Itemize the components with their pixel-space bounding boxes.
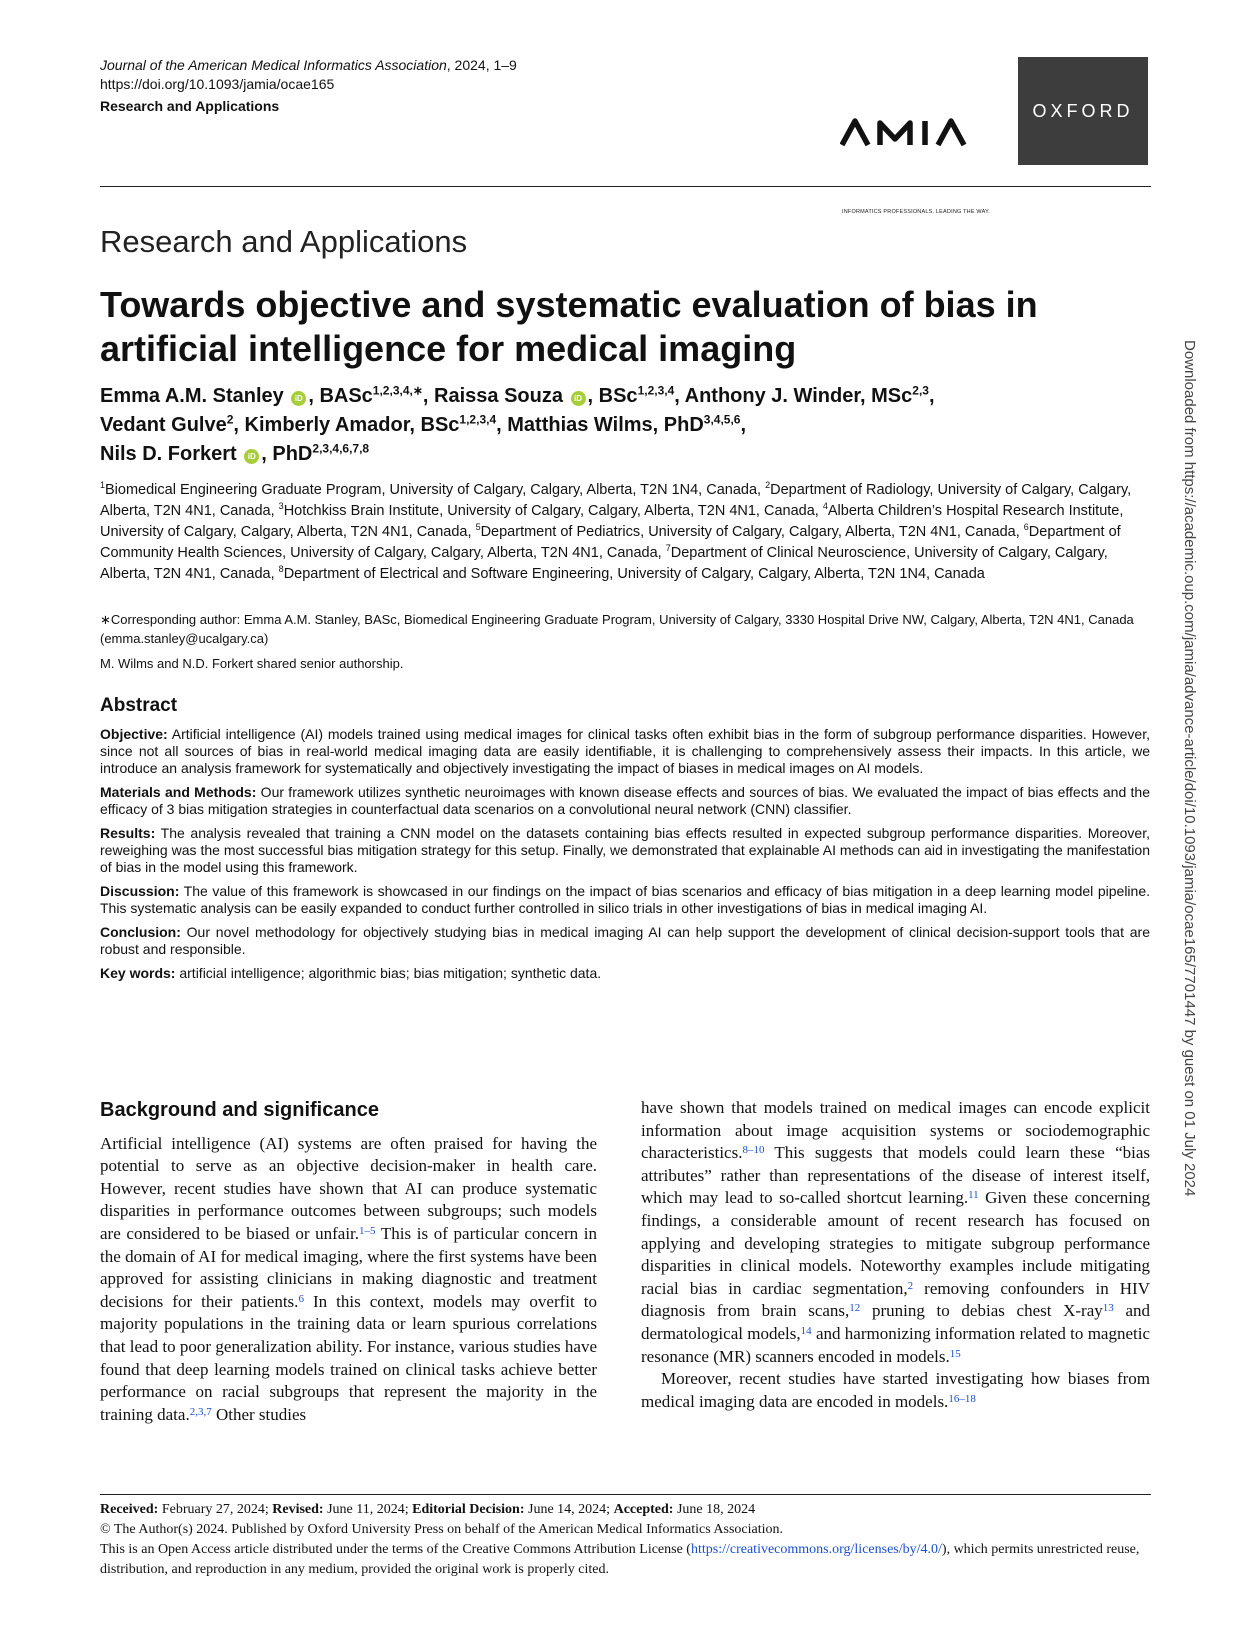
author-degree: , BASc [308, 385, 373, 407]
body-text: and harmonizing information related to magnetic resonance (MR) scanners encoded in models. [641, 1323, 1151, 1366]
citation-link[interactable]: 12 [849, 1302, 861, 1315]
citation-link[interactable]: 11 [968, 1189, 979, 1202]
abstract-discussion [100, 883, 1150, 917]
affiliations [100, 480, 1150, 585]
license-pre: This is an Open Access article distributed under the terms of the Creative Commons Attribution License ( [100, 1542, 691, 1557]
results-label: Results: [100, 825, 156, 841]
affiliation-number: 2 [765, 480, 771, 491]
abstract-conclusion [100, 924, 1150, 958]
author [245, 414, 497, 436]
methods-text: Our framework utilizes synthetic neuroimages with known disease effects and sources of bias. We evaluated the impact of bias effects and the efficacy of 3 bias mitigation strategies in counterfactual data scenarios on a convolutional neural network (CNN) classifier. [100, 784, 1150, 817]
citation-link[interactable]: 2 [907, 1279, 914, 1292]
received-date: February 27, 2024; [158, 1502, 273, 1517]
affiliation-text: Department of Pediatrics, University of Calgary, Calgary, Alberta, T2N 4N1, Canada, [480, 524, 1024, 540]
body-column-left [100, 1099, 597, 1426]
author [100, 414, 233, 436]
body-text: This is of particular concern in the domain of AI for medical imaging, where the first systems have been approved for assisting clinicians in making diagnostic and treatment decisions for their patients. [100, 1223, 597, 1311]
author-name: Raissa Souza [434, 385, 563, 407]
section-label: Research and Applications [100, 224, 468, 259]
abstract-objective [100, 726, 1150, 777]
body-text: Artificial intelligence (AI) systems are often praised for having the potential to serve as an objective decision-maker in health care. However, recent studies have shown that AI can produce systematic disparities in performance outcomes between subgroups; such models are considered to be biased or unfair. [100, 1133, 597, 1243]
author-name: Nils D. Forkert [100, 443, 237, 465]
copyright-notice: © The Author(s) 2024. Published by Oxford University Press on behalf of the American Medical Informatics Association. [100, 1522, 784, 1537]
body-text: Moreover, recent studies have started investigating how biases from medical imaging data are encoded in models. [641, 1369, 1150, 1411]
body-text: and dermatological models, [641, 1301, 1150, 1343]
keywords-text: artificial intelligence; algorithmic bias; bias mitigation; synthetic data. [175, 965, 602, 981]
publication-dates [100, 1500, 1150, 1520]
senior-authorship-note: M. Wilms and N.D. Forkert shared senior authorship. [100, 656, 404, 671]
license-notice [100, 1540, 1150, 1580]
doi-link[interactable]: https://doi.org/10.1093/jamia/ocae165 [100, 76, 335, 92]
author [100, 385, 423, 407]
download-watermark: Downloaded from https://academic.oup.com/jamia/advance-article/doi/10.1093/jamia/ocae165/7701447 by guest on 01 July 2024 [1181, 340, 1198, 1197]
affiliation-text: Hotchkiss Brain Institute, University of Calgary, Calgary, Alberta, T2N 4N1, Canada, [283, 503, 823, 519]
author-name: Kimberly Amador, BSc [244, 414, 460, 436]
body-text: Given these concerning findings, a considerable amount of recent research has focused on applying and developing strategies to mitigate subgroup performance disparities in clinical models. Noteworthy examples include mitigating racial bias in cardiac segmentation, [641, 1188, 1150, 1298]
affiliation-text: Department of Radiology, University of Calgary, Calgary, Alberta, T2N 4N1, Canada, [100, 482, 1132, 519]
body-text: removing confounders in HIV diagnosis from brain scans, [641, 1278, 1150, 1321]
affiliation-number: 7 [665, 543, 671, 554]
decision-label: Editorial Decision: [412, 1502, 525, 1517]
affiliation-number: 1 [100, 480, 106, 491]
author-name: Vedant Gulve [100, 414, 227, 436]
journal-meta: , 2024, 1–9 [446, 57, 517, 73]
orcid-icon[interactable]: iD [571, 391, 586, 406]
revised-date: June 11, 2024; [323, 1502, 413, 1517]
author-affiliation-marks: 1,2,3,4,∗ [372, 383, 423, 398]
abstract [100, 697, 1150, 989]
author-affiliation-marks: 2,3 [912, 383, 929, 398]
body-section-heading: Background and significance [100, 1099, 379, 1121]
license-link[interactable]: https://creativecommons.org/licenses/by/4.0/ [690, 1542, 942, 1557]
affiliation-text: Department of Community Health Sciences, University of Calgary, Calgary, Alberta, T2N 4N1, Canada, [100, 524, 1121, 561]
body-paragraph [641, 1368, 1150, 1413]
keywords [100, 965, 1150, 982]
affiliation-number: 4 [822, 501, 828, 512]
license-post: ), which permits unrestricted reuse, distribution, and reproduction in any medium, provided the original work is properly cited. [100, 1542, 1140, 1577]
author-affiliation-marks: 1,2,3,4 [637, 383, 675, 398]
author [685, 385, 929, 407]
affiliation-text: Biomedical Engineering Graduate Program, University of Calgary, Calgary, Alberta, T2N 1N4, Canada, [105, 482, 766, 498]
author-affiliation-marks: 2,3,4,6,7,8 [312, 441, 370, 456]
journal-citation [100, 56, 517, 75]
citation-link[interactable]: 8–10 [742, 1144, 765, 1157]
revised-label: Revised: [272, 1502, 324, 1517]
methods-label: Materials and Methods: [100, 784, 257, 800]
author-affiliation-marks: 3,4,5,6 [703, 412, 741, 427]
author-list: Emma A.M. Stanley iD , BASc$^{1,2,3,4,∗}$, Raissa Souza iD , BSc$^{1,2,3,4}$, Anthony J. Winder, MSc$^{2,3}$, Vedant Gulve$^2$, Kimberly Amador, BSc$^{1,2,3,4}$, Matthias Wilms, PhD$^{3,4,5,6}$, Nils D. Forkert iD , PhD$^{2,3,4,6,7,8}$ [100, 383, 935, 465]
objective-text: Artificial intelligence (AI) models trained using medical images for clinical tasks often exhibit bias in the form of subgroup performance disparities. However, since not all sources of bias in real-world medical imaging data are easily identifiable, it is challenging to comprehensively assess their impacts. In this article, we introduce an analysis framework for systematically and objectively investigating the impact of biases in medical images on AI models. [100, 726, 1150, 776]
accepted-label: Accepted: [613, 1502, 674, 1517]
journal-header [100, 56, 517, 116]
header-divider [100, 186, 1151, 187]
journal-title: Journal of the American Medical Informatics Association [100, 57, 447, 73]
author [434, 385, 674, 407]
objective-label: Objective: [100, 726, 168, 742]
accepted-date: June 18, 2024 [673, 1502, 756, 1517]
author-name: Matthias Wilms, PhD [507, 414, 704, 436]
discussion-label: Discussion: [100, 883, 180, 899]
article-footer [100, 1500, 1150, 1580]
header-section: Research and Applications [100, 98, 280, 114]
citation-link[interactable]: 14 [800, 1324, 812, 1337]
body-column-right [641, 1097, 1150, 1413]
affiliation-number: 5 [475, 522, 481, 533]
footer-divider [100, 1494, 1151, 1495]
affiliation-number: 8 [278, 564, 284, 575]
author-affiliation-marks: 2 [226, 412, 234, 427]
body-paragraph [100, 1133, 597, 1427]
citation-link[interactable]: 1–5 [359, 1224, 376, 1237]
orcid-icon[interactable]: iD [291, 391, 306, 406]
abstract-results [100, 825, 1150, 876]
affiliation-number: 6 [1023, 522, 1029, 533]
amia-wordmark-icon [840, 117, 1015, 147]
conclusion-label: Conclusion: [100, 924, 181, 940]
affiliation-text: Department of Clinical Neuroscience, University of Calgary, Calgary, Alberta, T2N 4N1, Canada, [100, 545, 1108, 582]
amia-logo [840, 117, 1020, 215]
keywords-label: Key words: [100, 965, 176, 981]
conclusion-text: Our novel methodology for objectively studying bias in medical imaging AI can help support the development of clinical decision-support tools that are robust and responsible. [100, 924, 1150, 957]
amia-tagline: INFORMATICS PROFESSIONALS. LEADING THE WAY. [842, 209, 990, 215]
article-title: Towards objective and systematic evaluation of bias in artificial intelligence for medical imaging [100, 284, 1038, 369]
author-name: Anthony J. Winder, MSc [684, 385, 913, 407]
orcid-icon[interactable]: iD [244, 449, 259, 464]
abstract-methods [100, 784, 1150, 818]
publisher-logos [840, 57, 1150, 215]
author-affiliation-marks: 1,2,3,4 [459, 412, 497, 427]
oxford-logo: OXFORD [1018, 57, 1148, 165]
body-text: Other studies [211, 1404, 307, 1424]
citation-link[interactable]: 15 [949, 1347, 961, 1360]
author-degree: , BSc [587, 385, 638, 407]
body-text: have shown that models trained on medical images can encode explicit information about image acquisition systems or sociodemographic characteristics. [641, 1098, 1150, 1163]
decision-date: June 14, 2024; [524, 1502, 614, 1517]
body-text: This suggests that models could learn these “bias attributes” rather than representations of the disease of interest itself, which may lead to so-called shortcut learning. [641, 1143, 1150, 1208]
affiliation-number: 3 [278, 501, 284, 512]
citation-link[interactable]: 2,3,7 [189, 1405, 212, 1418]
author [100, 443, 369, 465]
received-label: Received: [100, 1502, 159, 1517]
author-degree: , PhD [261, 443, 313, 465]
citation-link[interactable]: 6 [298, 1292, 304, 1305]
body-paragraph [641, 1097, 1150, 1368]
abstract-heading: Abstract [100, 695, 178, 716]
author [507, 414, 740, 436]
citation-link[interactable]: 13 [1102, 1302, 1114, 1315]
corresponding-author: ∗Corresponding author: Emma A.M. Stanley, BASc, Biomedical Engineering Graduate Program, University of Calgary, 3330 Hospital Drive NW, Calgary, Alberta, T2N 4N1, Canada (emma.stanley@ucalgary.ca) [100, 612, 1134, 646]
body-text: In this context, models may overfit to majority populations in the training data or learn spurious correlations that lead to poor generalization ability. For instance, various studies have found that deep learning models trained on clinical tasks achieve better performance on racial subgroups that represent the majority in the training data. [100, 1291, 597, 1424]
affiliation-text: Department of Electrical and Software Engineering, University of Calgary, Calgary, Alberta, T2N 1N4, Canada [283, 566, 985, 582]
citation-link[interactable]: 16–18 [948, 1392, 976, 1405]
body-text: pruning to debias chest X-ray [860, 1301, 1103, 1321]
discussion-text: The value of this framework is showcased in our findings on the impact of bias scenarios and efficacy of bias mitigation in a deep learning model pipeline. This systematic analysis can be easily expanded to conduct further controlled in silico trials in other investigations of bias in medical imaging AI. [100, 883, 1150, 916]
author-name: Emma A.M. Stanley [100, 385, 284, 407]
affiliation-text: Alberta Children’s Hospital Research Institute, University of Calgary, Calgary, Alberta, T2N 4N1, Canada, [100, 503, 1124, 540]
results-text: The analysis revealed that training a CNN model on the datasets containing bias effects resulted in expected subgroup performance disparities. Moreover, reweighing was the most successful bias mitigation strategy for this setup. Finally, we demonstrated that explainable AI methods can aid in investigating the manifestation of bias in the model using this framework. [100, 825, 1150, 875]
